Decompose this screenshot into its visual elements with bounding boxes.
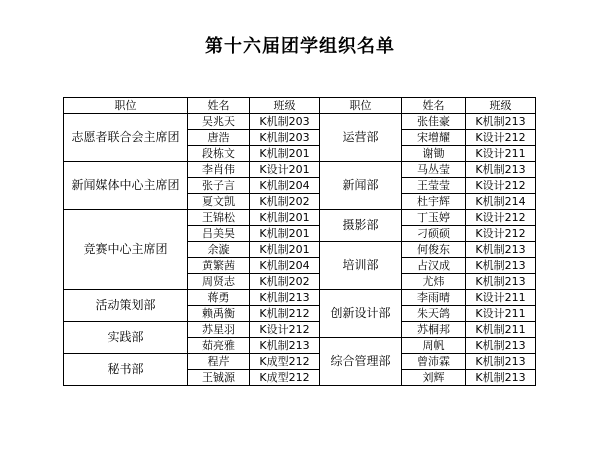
name-cell: 王铖源 [188,370,250,386]
name-cell: 茹亮雅 [188,338,250,354]
class-cell: K机制213 [466,338,536,354]
position-cell: 新闻部 [320,162,402,210]
table-row [64,162,536,178]
roster-table [63,97,536,386]
class-cell: K机制201 [250,242,320,258]
class-cell: K设计212 [250,322,320,338]
name-cell: 尤炜 [402,274,466,290]
name-cell: 王莹莹 [402,178,466,194]
class-cell: K成型212 [250,354,320,370]
class-cell: K机制213 [250,290,320,306]
position-cell: 实践部 [64,322,188,354]
class-cell: K机制203 [250,130,320,146]
class-cell: K机制203 [250,114,320,130]
class-cell: K设计211 [466,146,536,162]
name-cell: 宋增耀 [402,130,466,146]
class-cell: K机制213 [466,162,536,178]
position-cell: 培训部 [320,242,402,290]
name-cell: 赖禹衡 [188,306,250,322]
header-position: 职位 [320,98,402,114]
name-cell: 张佳豪 [402,114,466,130]
position-cell: 摄影部 [320,210,402,242]
name-cell: 何俊东 [402,242,466,258]
name-cell: 谢锄 [402,146,466,162]
class-cell: K机制213 [466,370,536,386]
name-cell: 苏桐邦 [402,322,466,338]
header-class: 班级 [250,98,320,114]
position-cell: 志愿者联合会主席团 [64,114,188,162]
header-position: 职位 [64,98,188,114]
class-cell: K机制213 [250,338,320,354]
position-cell: 运营部 [320,114,402,162]
class-cell: K机制202 [250,194,320,210]
document-title: 第十六届团学组织名单 [205,36,395,57]
position-cell: 秘书部 [64,354,188,386]
header-class: 班级 [466,98,536,114]
table-row [64,210,536,226]
position-cell: 活动策划部 [64,290,188,322]
name-cell: 张子言 [188,178,250,194]
name-cell: 黄繁茜 [188,258,250,274]
class-cell: K机制204 [250,258,320,274]
name-cell: 蒋勇 [188,290,250,306]
table-row [64,114,536,130]
position-cell: 综合管理部 [320,338,402,386]
class-cell: K设计212 [466,178,536,194]
class-cell: K机制202 [250,274,320,290]
name-cell: 段栋文 [188,146,250,162]
name-cell: 李雨晴 [402,290,466,306]
name-cell: 王锦松 [188,210,250,226]
name-cell: 曾沛霖 [402,354,466,370]
class-cell: K机制201 [250,210,320,226]
class-cell: K机制213 [466,242,536,258]
name-cell: 周帆 [402,338,466,354]
class-cell: K成型212 [250,370,320,386]
class-cell: K机制214 [466,194,536,210]
name-cell: 余漩 [188,242,250,258]
class-cell: K机制201 [250,146,320,162]
name-cell: 丁玉婷 [402,210,466,226]
name-cell: 刘辉 [402,370,466,386]
class-cell: K机制213 [466,274,536,290]
class-cell: K设计211 [466,290,536,306]
name-cell: 李肖伟 [188,162,250,178]
position-cell: 新闻媒体中心主席团 [64,162,188,210]
class-cell: K机制213 [466,354,536,370]
class-cell: K机制211 [466,322,536,338]
name-cell: 夏文凯 [188,194,250,210]
name-cell: 唐浩 [188,130,250,146]
name-cell: 马丛莹 [402,162,466,178]
name-cell: 周贤志 [188,274,250,290]
name-cell: 吕美昊 [188,226,250,242]
position-cell: 创新设计部 [320,290,402,338]
class-cell: K机制201 [250,226,320,242]
table-row [64,322,536,338]
header-row [64,98,536,114]
position-cell: 竞赛中心主席团 [64,210,188,290]
name-cell: 杜宇辉 [402,194,466,210]
name-cell: 苏星羽 [188,322,250,338]
class-cell: K设计212 [466,226,536,242]
header-name: 姓名 [188,98,250,114]
class-cell: K设计212 [466,210,536,226]
header-name: 姓名 [402,98,466,114]
name-cell: 吴兆天 [188,114,250,130]
class-cell: K机制213 [466,114,536,130]
name-cell: 朱天鸽 [402,306,466,322]
name-cell: 刁硕硕 [402,226,466,242]
table-row [64,290,536,306]
class-cell: K设计201 [250,162,320,178]
class-cell: K机制204 [250,178,320,194]
table-row [64,354,536,370]
name-cell: 占汉成 [402,258,466,274]
class-cell: K设计212 [466,130,536,146]
class-cell: K机制212 [250,306,320,322]
class-cell: K机制213 [466,258,536,274]
name-cell: 程芹 [188,354,250,370]
class-cell: K设计211 [466,306,536,322]
